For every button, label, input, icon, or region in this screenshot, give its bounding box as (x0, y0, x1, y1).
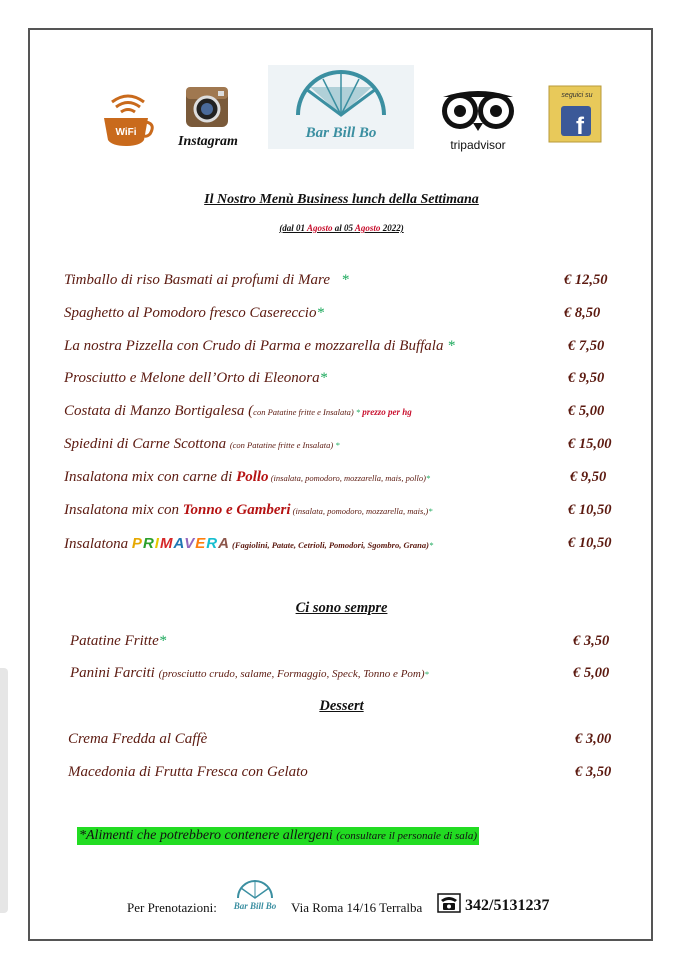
footer-bar-logo (226, 878, 284, 912)
price-insalatona-tonno: € 10,50 (568, 502, 612, 518)
menu-item-costata: Costata di Manzo Bortigalesa (con Patatine fritte e Insalata) * prezzo per hg (64, 403, 412, 419)
facebook-note: seguici su (561, 92, 593, 99)
price-spaghetto: € 8,50 (564, 305, 601, 321)
menu-item-insalatona-primavera: Insalatona PRIMAVERA (Fagiolini, Patate, Cetrioli, Pomodori, Sgombro, Grana)* (64, 535, 434, 552)
menu-title: Il Nostro Menù Business lunch della Settimana (204, 192, 479, 207)
menu-item-macedonia: Macedonia di Frutta Fresca con Gelato (68, 764, 308, 780)
menu-item-prosciutto-melone: Prosciutto e Melone dell’Orto di Eleonora* (64, 370, 328, 386)
wifi-cafe-icon (100, 88, 158, 150)
footer-phone[interactable]: 342/5131237 (465, 897, 550, 914)
tripadvisor-logo[interactable] (437, 85, 519, 153)
price-macedonia: € 3,50 (575, 764, 612, 780)
svg-text:f: f (576, 113, 584, 140)
menu-item-panini: Panini Farciti (prosciutto crudo, salame, Formaggio, Speck, Tonno e Pom)* (70, 665, 429, 681)
price-panini: € 5,00 (573, 665, 610, 681)
price-timballo: € 12,50 (564, 272, 608, 288)
price-costata: € 5,00 (568, 403, 605, 419)
price-pizzella: € 7,50 (568, 338, 605, 354)
telephone-icon (437, 893, 461, 913)
menu-item-insalatona-pollo: Insalatona mix con carne di Pollo (insalata, pomodoro, mozzarella, mais, pollo)* (64, 469, 431, 485)
bar-bill-bo-logo (268, 65, 414, 149)
menu-item-insalatona-tonno: Insalatona mix con Tonno e Gamberi (insalata, pomodoro, mozzarella, mais,)* (64, 502, 433, 518)
price-patatine: € 3,50 (573, 633, 610, 649)
footer-address: Via Roma 14/16 Terralba (291, 900, 423, 915)
footer-bar-name: Bar Bill Bo (233, 901, 277, 911)
price-prosciutto-melone: € 9,50 (568, 370, 605, 386)
instagram-label: Instagram (178, 134, 238, 149)
section-title-dessert: Dessert (319, 698, 364, 714)
instagram-icon (178, 85, 238, 131)
price-insalatona-pollo: € 9,50 (570, 469, 607, 485)
bar-name: Bar Bill Bo (305, 125, 377, 141)
price-insalatona-primavera: € 10,50 (568, 535, 612, 551)
primavera-rainbow: PRIMAVERA (131, 535, 230, 552)
footer-label: Per Prenotazioni: (127, 900, 217, 915)
tripadvisor-label: tripadvisor (450, 138, 506, 152)
wifi-text: WiFi (115, 127, 137, 138)
price-spiedini: € 15,00 (568, 436, 612, 452)
menu-item-spiedini: Spiedini di Carne Scottona (con Patatine fritte e Insalata) * (64, 436, 340, 452)
menu-dates: (dal 01 Agosto al 05 Agosto 2022) (279, 223, 404, 233)
owl-icon (437, 85, 519, 133)
section-title-sempre: Ci sono sempre (295, 600, 388, 616)
menu-item-timballo: Timballo di riso Basmati ai profumi di Mare * (64, 272, 349, 288)
menu-item-spaghetto: Spaghetto al Pomodoro fresco Casereccio* (64, 305, 324, 321)
menu-item-patatine: Patatine Fritte* (70, 633, 167, 649)
menu-item-pizzella: La nostra Pizzella con Crudo di Parma e mozzarella di Buffala * (64, 338, 455, 354)
price-crema-fredda: € 3,00 (575, 731, 612, 747)
menu-item-crema-fredda: Crema Fredda al Caffè (68, 731, 208, 747)
facebook-logo[interactable] (547, 84, 603, 144)
instagram-logo[interactable] (178, 85, 238, 153)
allergen-notice: *Alimenti che potrebbero contenere allergeni (consultare il personale di sala) (79, 828, 477, 843)
